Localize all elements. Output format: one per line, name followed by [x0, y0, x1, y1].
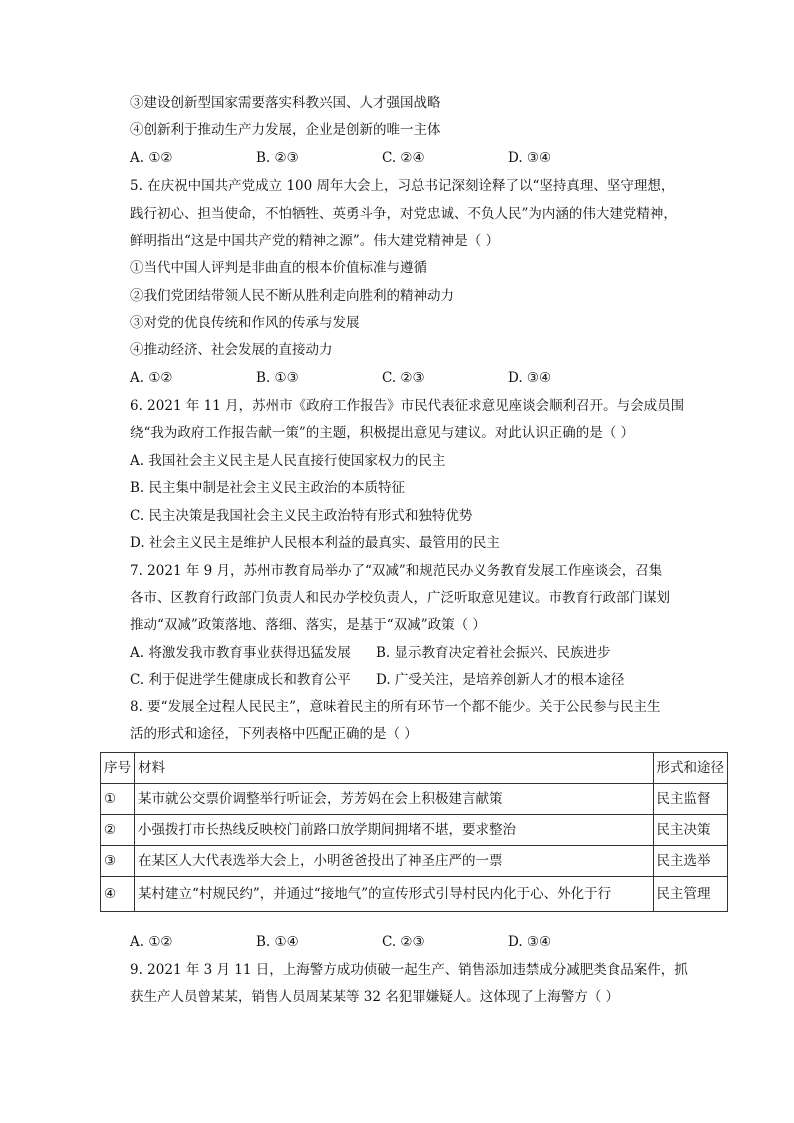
- q4-options: [130, 148, 634, 168]
- q6-option-a[interactable]: A. 我国社会主义民主是人民直接行使国家权力的民主: [130, 453, 446, 469]
- q5-item-3: ③对党的优良传统和作风的传承与发展: [130, 315, 360, 331]
- q5-option-a[interactable]: A. ①②: [130, 370, 173, 386]
- q5-stem-line-2: 践行初心、担当使命，不怕牺牲、英勇斗争，对党忠诚、不负人民”为内涵的伟大建党精神，: [130, 206, 677, 222]
- q5-stem-line-1: 5. 在庆祝中国共产党成立 100 周年大会上，习总书记深刻诠释了以“坚持真理、坚守理想，: [130, 178, 675, 194]
- table-row: [101, 815, 728, 846]
- q6-stem-line-2: 绕“我为政府工作报告献一策”的主题，积极提出意见与建议。对此认识正确的是（ ）: [130, 425, 635, 441]
- row-material: 小强拨打市长热线反映校门前路口放学期间拥堵不堪，要求整治: [135, 815, 654, 846]
- q8-stem-line-2: 活的形式和途径，下列表格中匹配正确的是（ ）: [130, 726, 418, 742]
- q5-item-1: ①当代中国人评判是非曲直的根本价值标准与遵循: [130, 260, 427, 276]
- row-form: 民主管理: [653, 877, 728, 912]
- q7-stem-line-2: 各市、区教育行政部门负责人和民办学校负责人，广泛听取意见建议。市教育行政部门谋划: [130, 590, 670, 606]
- q7-options-row-2: [130, 670, 624, 690]
- row-material: 某市就公交票价调整举行听证会，芳芳妈在会上积极建言献策: [135, 784, 654, 815]
- q8-option-d[interactable]: D. ③④: [508, 934, 552, 950]
- q4-option-a[interactable]: A. ①②: [130, 150, 173, 166]
- q5-options: [130, 368, 634, 388]
- q8-options: [130, 932, 634, 952]
- q8-option-c[interactable]: C. ②③: [382, 934, 425, 950]
- q5-item-2: ②我们党团结带领人民不断从胜利走向胜利的精神动力: [130, 288, 454, 304]
- row-number: ②: [101, 815, 135, 846]
- q7-options-row-1: [130, 643, 611, 663]
- q6-option-c[interactable]: C. 民主决策是我国社会主义民主政治特有形式和独特优势: [130, 508, 473, 524]
- q7-option-a[interactable]: A. 将激发我市教育事业获得迅猛发展: [130, 645, 351, 661]
- q7-option-b[interactable]: B. 显示教育决定着社会振兴、民族进步: [376, 645, 611, 661]
- q4-option-b[interactable]: B. ②③: [256, 150, 299, 166]
- q9-stem-line-2: 获生产人员曾某某，销售人员周某某等 32 名犯罪嫌疑人。这体现了上海警方（ ）: [130, 989, 620, 1005]
- header-material: 材料: [135, 753, 654, 784]
- table-row: [101, 784, 728, 815]
- q7-option-d[interactable]: D. 广受关注，是培养创新人才的根本途径: [376, 672, 625, 688]
- row-number: ①: [101, 784, 135, 815]
- row-number: ③: [101, 846, 135, 877]
- row-form: 民主选举: [653, 846, 728, 877]
- q5-stem-line-3: 鲜明指出“这是中国共产党的精神之源”。伟大建党精神是（ ）: [130, 233, 500, 249]
- q8-stem-line-1: 8. 要“发展全过程人民民主”，意味着民主的所有环节一个都不能少。关于公民参与民主生: [130, 699, 661, 715]
- q8-table: [100, 752, 728, 912]
- row-form: 民主决策: [653, 815, 728, 846]
- header-number: 序号: [101, 753, 135, 784]
- row-material: 在某区人大代表选举大会上，小明爸爸投出了神圣庄严的一票: [135, 846, 654, 877]
- table-row: [101, 877, 728, 912]
- q4-item-4: ④创新利于推动生产力发展，企业是创新的唯一主体: [130, 122, 441, 138]
- table-row: [101, 846, 728, 877]
- q4-option-d[interactable]: D. ③④: [508, 150, 552, 166]
- q7-stem-line-3: 推动“双减”政策落地、落细、落实，是基于“双减”政策（ ）: [130, 617, 486, 633]
- q4-item-3: ③建设创新型国家需要落实科教兴国、人才强国战略: [130, 95, 441, 111]
- header-form: 形式和途径: [653, 753, 728, 784]
- q8-option-a[interactable]: A. ①②: [130, 934, 173, 950]
- q6-option-d[interactable]: D. 社会主义民主是维护人民根本利益的最真实、最管用的民主: [130, 535, 500, 551]
- q6-stem-line-1: 6. 2021 年 11 月，苏州市《政府工作报告》市民代表征求意见座谈会顺利召开。与会成员围: [130, 398, 685, 414]
- q7-option-c[interactable]: C. 利于促进学生健康成长和教育公平: [130, 672, 351, 688]
- q9-stem-line-1: 9. 2021 年 3 月 11 日，上海警方成功侦破一起生产、销售添加违禁成分减肥类食品案件，抓: [130, 962, 688, 978]
- q5-option-c[interactable]: C. ②③: [382, 370, 425, 386]
- q7-stem-line-1: 7. 2021 年 9 月，苏州市教育局举办了“双减”和规范民办义务教育发展工作座谈会，召集: [130, 563, 663, 579]
- q5-option-b[interactable]: B. ①③: [256, 370, 299, 386]
- row-material: 某村建立“村规民约”，并通过“接地气”的宣传形式引导村民内化于心、外化于行: [135, 877, 654, 912]
- q8-option-b[interactable]: B. ①④: [256, 934, 299, 950]
- q5-item-4: ④推动经济、社会发展的直接动力: [130, 342, 333, 358]
- row-number: ④: [101, 877, 135, 912]
- q5-option-d[interactable]: D. ③④: [508, 370, 552, 386]
- q4-option-c[interactable]: C. ②④: [382, 150, 425, 166]
- q6-option-b[interactable]: B. 民主集中制是社会主义民主政治的本质特征: [130, 480, 406, 496]
- table-header-row: [101, 753, 728, 784]
- row-form: 民主监督: [653, 784, 728, 815]
